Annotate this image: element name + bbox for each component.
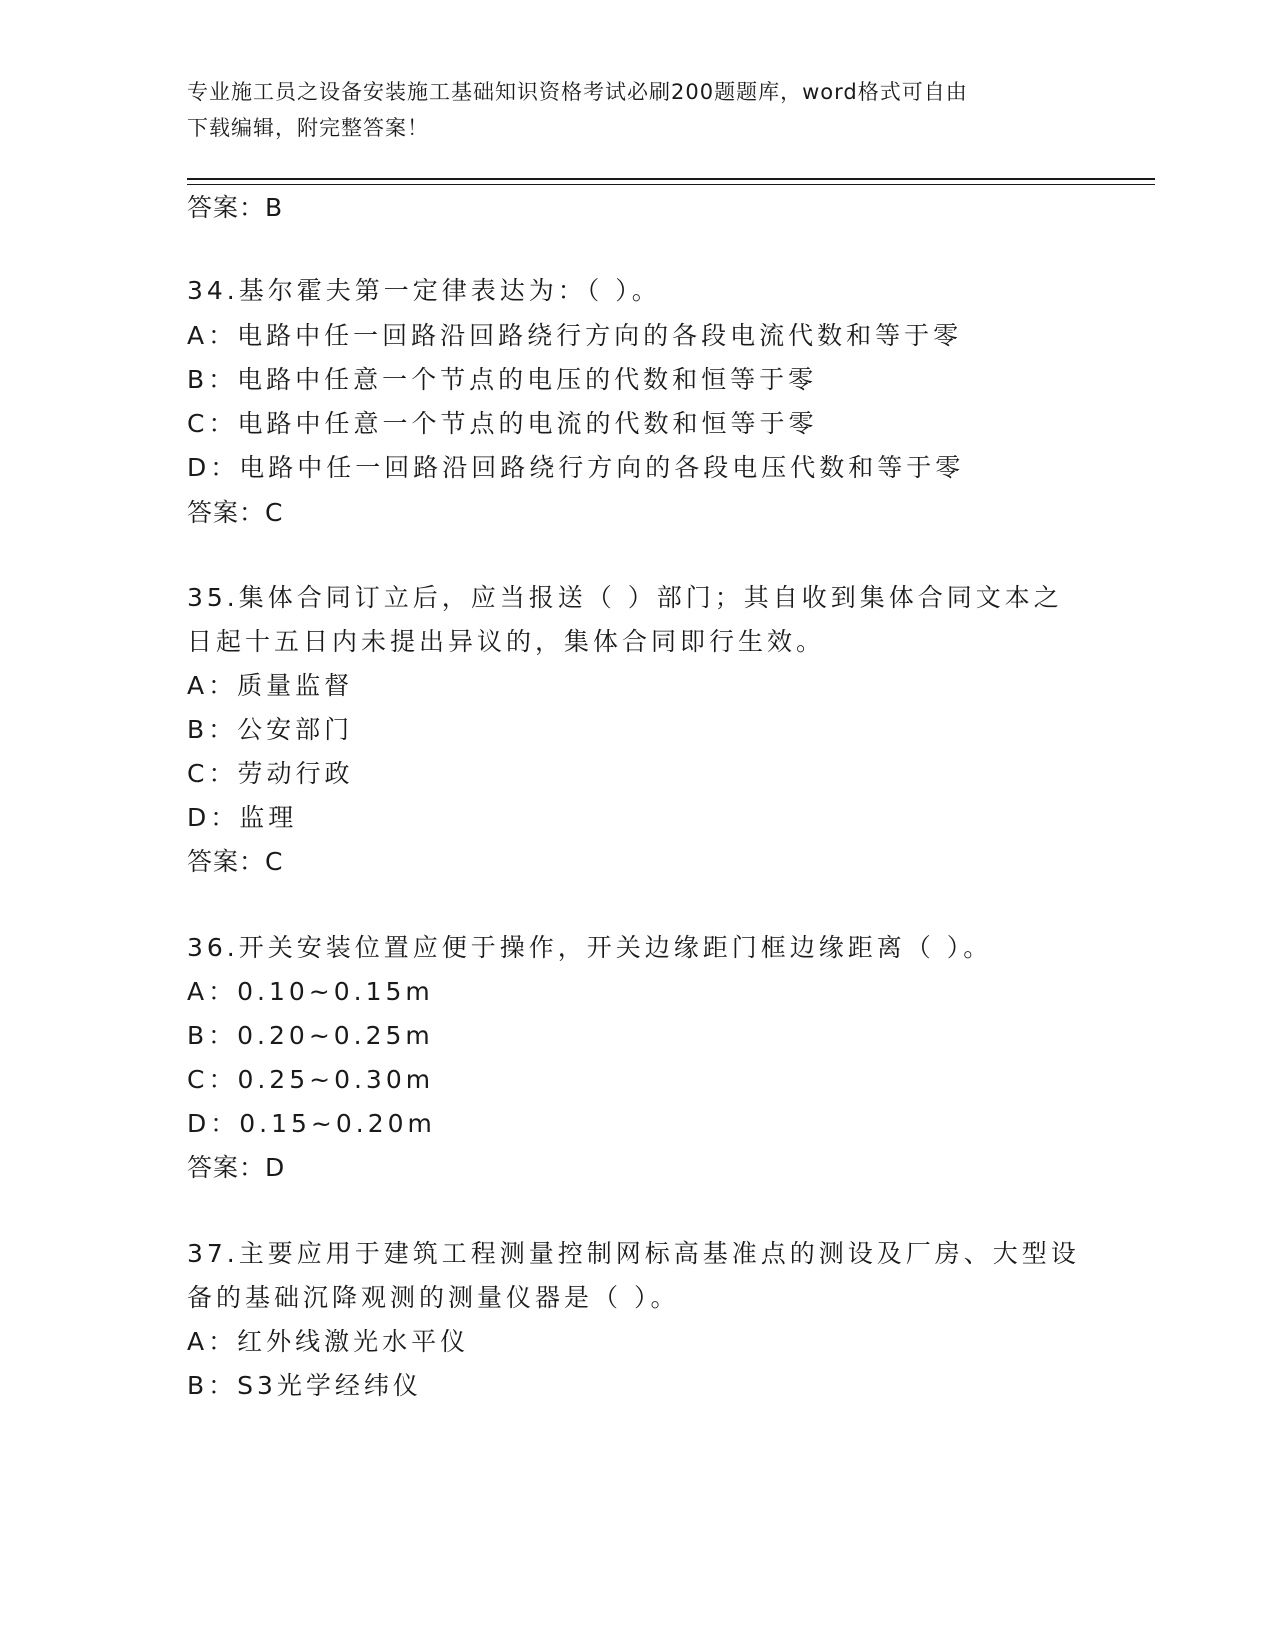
header-rule-thick: [187, 178, 1155, 180]
question-35-stem-line-1: 35.集体合同订立后，应当报送（ ）部门；其自收到集体合同文本之: [187, 583, 1063, 612]
question-36-option-d: D：0.15~0.20m: [187, 1109, 436, 1138]
question-34-option-b: B：电路中任意一个节点的电压的代数和恒等于零: [187, 365, 818, 394]
question-37-stem-line-1: 37.主要应用于建筑工程测量控制网标高基准点的测设及厂房、大型设: [187, 1239, 1080, 1268]
question-34-option-a: A：电路中任一回路沿回路绕行方向的各段电流代数和等于零: [187, 321, 963, 350]
header-line-2: 下载编辑，附完整答案！: [187, 116, 429, 140]
question-34-option-c: C：电路中任意一个节点的电流的代数和恒等于零: [187, 409, 818, 438]
answer-q36: 答案：D: [187, 1153, 286, 1182]
question-35-option-a: A：质量监督: [187, 671, 354, 700]
question-36-option-c: C：0.25~0.30m: [187, 1065, 435, 1094]
document-header: [187, 74, 1087, 146]
header-rule-thin: [187, 184, 1155, 185]
answer-q35: 答案：C: [187, 847, 284, 876]
question-34-stem: 34.基尔霍夫第一定律表达为：（ ）。: [187, 276, 661, 305]
question-35-option-d: D：监理: [187, 803, 298, 832]
answer-q34: 答案：C: [187, 498, 284, 527]
question-37-stem-line-2: 备的基础沉降观测的测量仪器是（ ）。: [187, 1283, 680, 1312]
question-35-option-c: C：劳动行政: [187, 759, 354, 788]
answer-q33: 答案：B: [187, 193, 284, 222]
question-37-option-a: A：红外线激光水平仪: [187, 1327, 470, 1356]
question-34-option-d: D：电路中任一回路沿回路绕行方向的各段电压代数和等于零: [187, 453, 965, 482]
question-36-stem: 36.开关安装位置应便于操作，开关边缘距门框边缘距离（ ）。: [187, 933, 993, 962]
question-37-option-b: B：S3光学经纬仪: [187, 1371, 422, 1400]
question-35-option-b: B：公安部门: [187, 715, 354, 744]
question-36-option-b: B：0.20~0.25m: [187, 1021, 434, 1050]
question-35-stem-line-2: 日起十五日内未提出异议的，集体合同即行生效。: [187, 627, 826, 656]
question-36-option-a: A：0.10~0.15m: [187, 977, 434, 1006]
header-line-1: 专业施工员之设备安装施工基础知识资格考试必刷200题题库，word格式可自由: [187, 80, 968, 104]
